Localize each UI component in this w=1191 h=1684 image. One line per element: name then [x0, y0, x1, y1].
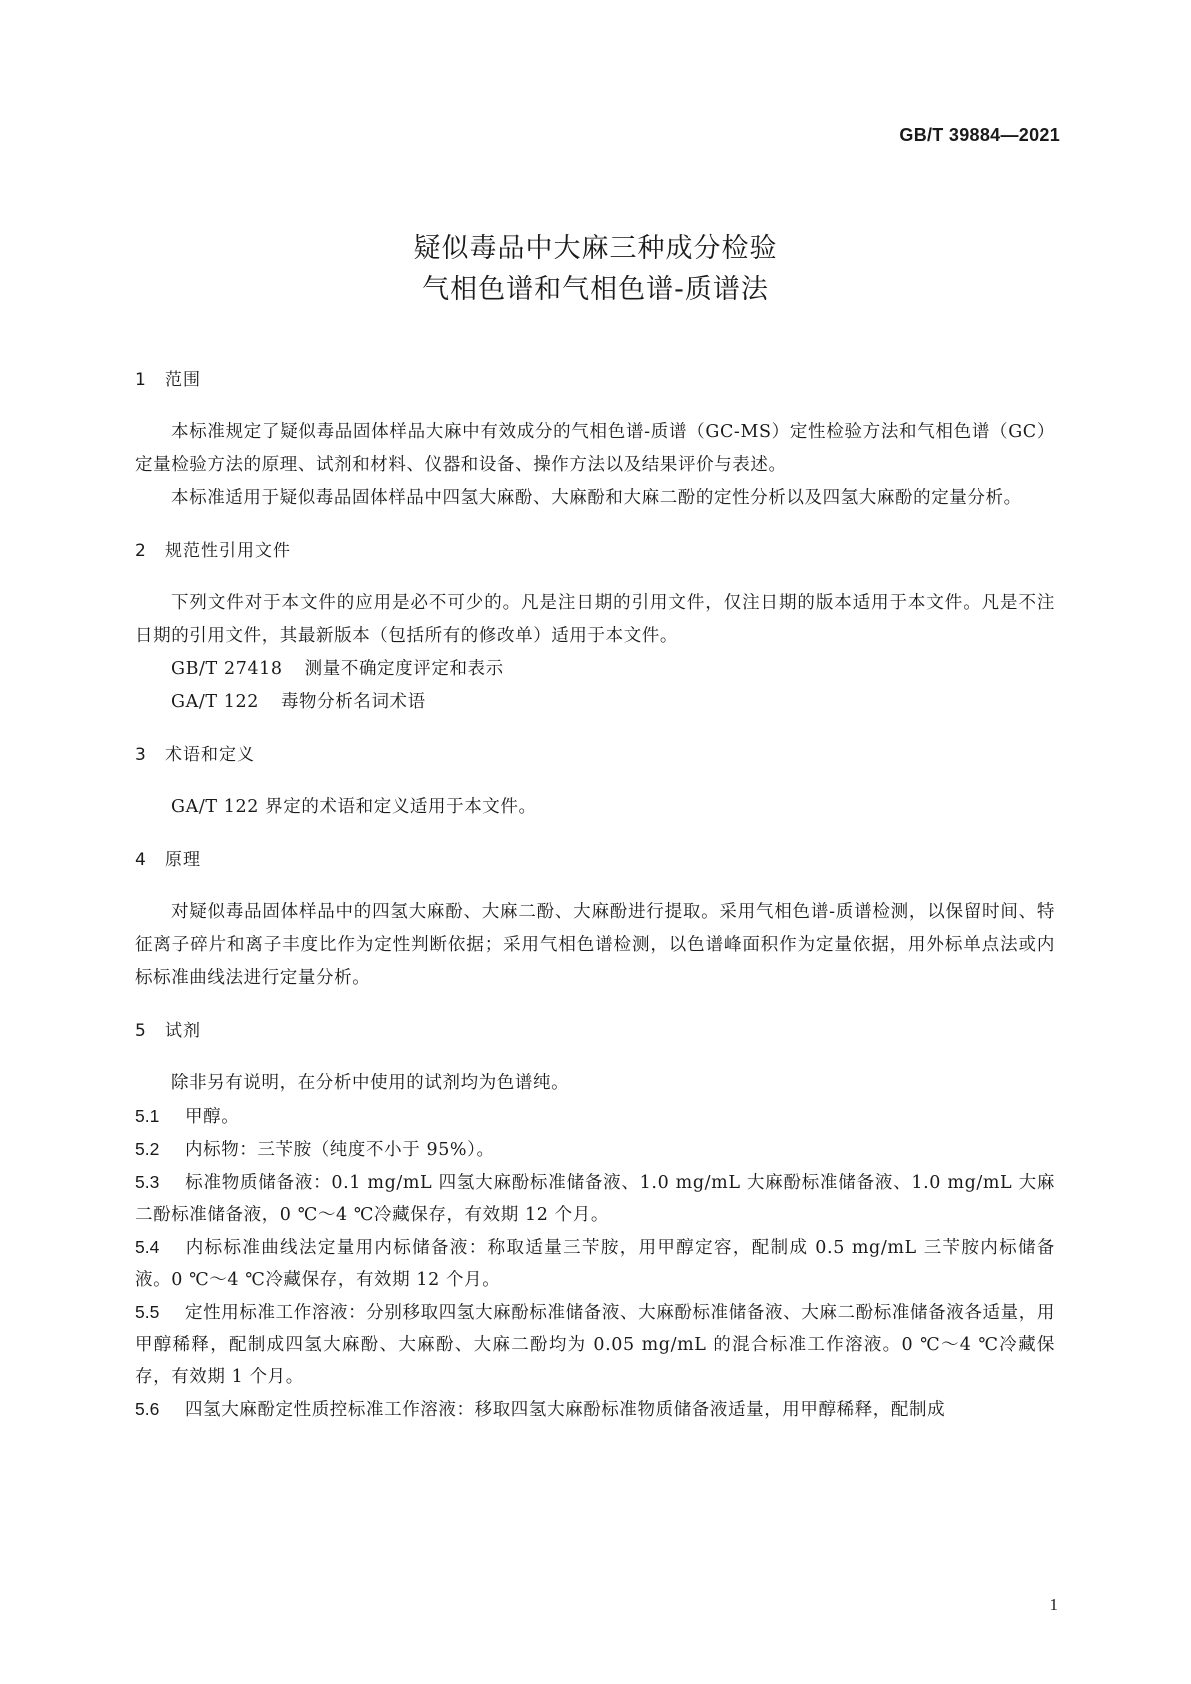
section-terms [135, 743, 1055, 824]
title-line-2: 气相色谱和气相色谱-质谱法 [422, 274, 769, 305]
section-number: 4 [135, 850, 147, 870]
clause-number: 5.2 [135, 1139, 160, 1159]
section-title: 原理 [165, 850, 201, 870]
section-heading [135, 743, 1055, 767]
paragraph: GA/T 122 界定的术语和定义适用于本文件。 [171, 797, 537, 817]
clause-text: 定性用标准工作溶液：分别移取四氢大麻酚标准储备液、大麻酚标准储备液、大麻二酚标准储备液各适量，用甲醇稀释，配制成四氢大麻酚、大麻酚、大麻二酚均为 0.05 mg/mL 的混合标准工作溶液。0 ℃～4 ℃冷藏保存，有效期 1 个月。 [135, 1303, 1055, 1387]
document-title [0, 228, 1191, 310]
reference-code: GB/T 27418 [171, 659, 283, 679]
section-number: 2 [135, 541, 147, 561]
clause-item [135, 1393, 1055, 1426]
clause-number: 5.3 [135, 1172, 160, 1192]
section-heading [135, 1019, 1055, 1043]
paragraph: 本标准规定了疑似毒品固体样品大麻中有效成分的气相色谱-质谱（GC-MS）定性检验方法和气相色谱（GC）定量检验方法的原理、试剂和材料、仪器和设备、操作方法以及结果评价与表述。 [135, 422, 1055, 475]
section-title: 试剂 [165, 1021, 201, 1041]
clause-item [135, 1231, 1055, 1296]
section-scope [135, 368, 1055, 515]
clause-number: 5.5 [135, 1302, 160, 1322]
section-number: 5 [135, 1021, 147, 1041]
clause-item [135, 1100, 1055, 1133]
clause-number: 5.1 [135, 1106, 160, 1126]
reference-title: 毒物分析名词术语 [280, 692, 426, 712]
clause-text: 甲醇。 [185, 1107, 240, 1127]
reference-title: 测量不确定度评定和表示 [304, 659, 504, 679]
reference-item [135, 686, 1055, 719]
section-principle [135, 848, 1055, 995]
clause-item [135, 1166, 1055, 1231]
section-heading [135, 368, 1055, 392]
page-number: 1 [1049, 1595, 1058, 1614]
section-number: 3 [135, 745, 147, 765]
clause-item [135, 1133, 1055, 1166]
section-reagents [135, 1019, 1055, 1426]
clause-text: 内标物：三苄胺（纯度不小于 95%）。 [185, 1140, 495, 1160]
section-heading [135, 848, 1055, 872]
standard-number: GB/T 39884—2021 [899, 125, 1060, 145]
paragraph: 本标准适用于疑似毒品固体样品中四氢大麻酚、大麻酚和大麻二酚的定性分析以及四氢大麻酚的定量分析。 [171, 488, 1022, 508]
paragraph: 对疑似毒品固体样品中的四氢大麻酚、大麻二酚、大麻酚进行提取。采用气相色谱-质谱检测，以保留时间、特征离子碎片和离子丰度比作为定性判断依据；采用气相色谱检测，以色谱峰面积作为定量依据，用外标单点法或内标标准曲线法进行定量分析。 [135, 902, 1055, 988]
section-title: 规范性引用文件 [165, 541, 291, 561]
clause-text: 内标标准曲线法定量用内标储备液：称取适量三苄胺，用甲醇定容，配制成 0.5 mg/mL 三苄胺内标储备液。0 ℃～4 ℃冷藏保存，有效期 12 个月。 [135, 1238, 1055, 1290]
title-line-1: 疑似毒品中大麻三种成分检验 [413, 233, 778, 264]
section-heading [135, 539, 1055, 563]
paragraph: 除非另有说明，在分析中使用的试剂均为色谱纯。 [171, 1073, 570, 1093]
section-number: 1 [135, 370, 147, 390]
paragraph: 下列文件对于本文件的应用是必不可少的。凡是注日期的引用文件，仅注日期的版本适用于本文件。凡是不注日期的引用文件，其最新版本（包括所有的修改单）适用于本文件。 [135, 593, 1055, 646]
clause-number: 5.6 [135, 1399, 160, 1419]
section-normative-references [135, 539, 1055, 719]
clause-text: 标准物质储备液：0.1 mg/mL 四氢大麻酚标准储备液、1.0 mg/mL 大麻酚标准储备液、1.0 mg/mL 大麻二酚标准储备液，0 ℃～4 ℃冷藏保存，有效期 12 个月。 [135, 1173, 1055, 1225]
reference-code: GA/T 122 [171, 692, 259, 712]
reference-item [135, 653, 1055, 686]
clause-text: 四氢大麻酚定性质控标准工作溶液：移取四氢大麻酚标准物质储备液适量，用甲醇稀释，配制成 [185, 1400, 946, 1420]
clause-item [135, 1296, 1055, 1393]
document-body [135, 368, 1055, 1450]
section-title: 术语和定义 [165, 745, 255, 765]
clause-number: 5.4 [135, 1237, 160, 1257]
section-title: 范围 [165, 370, 201, 390]
